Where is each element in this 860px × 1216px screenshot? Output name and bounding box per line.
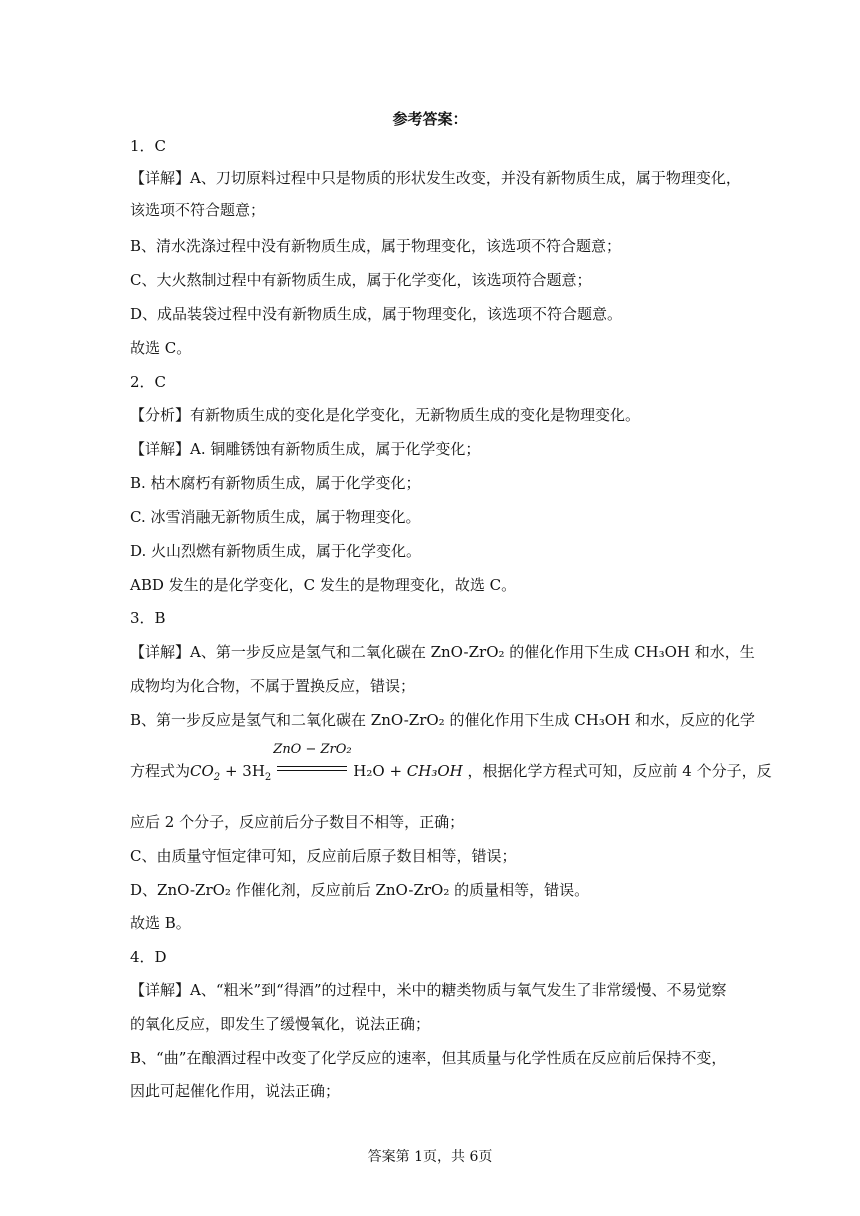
answer-line: D、ZnO-ZrO₂ 作催化剂，反应前后 ZnO-ZrO₂ 的质量相等，错误。 — [130, 881, 590, 899]
equation-plus: + — [384, 762, 407, 780]
answer-line: 【分析】有新物质生成的变化是化学变化，无新物质生成的变化是物理变化。 — [130, 406, 641, 424]
answer-line: 故选 B。 — [130, 914, 191, 932]
page-title: 参考答案： — [392, 110, 468, 128]
catalyst-condition: ZnO − ZrO₂ — [273, 742, 352, 757]
answer-line: 1．C — [130, 137, 167, 155]
answer-line: 2．C — [130, 373, 167, 391]
answer-line: 4．D — [130, 948, 167, 966]
equation-reactant-h2: + $3H_2$ — [220, 762, 272, 783]
answer-line: C、由质量守恒定律可知，反应前后原子数目相等，错误； — [130, 847, 517, 865]
chemical-equation — [130, 742, 772, 783]
answer-line: D. 火山烈燃有新物质生成，属于化学变化。 — [130, 542, 422, 560]
answer-line: 故选 C。 — [130, 339, 192, 357]
answer-line: B、清水洗涤过程中没有新物质生成，属于物理变化，该选项不符合题意； — [130, 237, 622, 255]
answer-line: 【详解】A. 铜雕锈蚀有新物质生成，属于化学变化； — [130, 440, 481, 458]
answer-line: C. 冰雪消融无新物质生成，属于物理变化。 — [130, 508, 421, 526]
reaction-arrow — [273, 742, 352, 780]
answer-line: 成物均为化合物，不属于置换反应，错误； — [130, 677, 416, 695]
answer-line: B、“曲”在酿酒过程中改变了化学反应的速率，但其质量与化学性质在反应前后保持不变， — [130, 1049, 727, 1067]
equation-product-h2o: H₂O — [353, 762, 385, 780]
answer-line: 该选项不符合题意； — [130, 201, 266, 219]
answer-line: 应后 2 个分子，反应前后分子数目不相等，正确； — [130, 813, 465, 831]
answer-line: 【详解】A、第一步反应是氢气和二氧化碳在 ZnO-ZrO₂ 的催化作用下生成 CH₃OH 和水，生 — [130, 643, 755, 661]
equation-product-ch3oh: CH₃OH — [406, 762, 463, 780]
answer-line: D、成品装袋过程中没有新物质生成，属于物理变化，该选项不符合题意。 — [130, 305, 623, 323]
answer-line: 因此可起催化作用，说法正确； — [130, 1082, 341, 1100]
answer-line: 【详解】A、“粗米”到“得酒”的过程中，米中的糖类物质与氧气发生了非常缓慢、不易觉察 — [130, 981, 727, 999]
equation-reactant-co2: $CO_2$ — [190, 762, 221, 783]
answer-line: B. 枯木腐朽有新物质生成，属于化学变化； — [130, 474, 421, 492]
equation-suffix: ，根据化学方程式可知，反应前 4 个分子，反 — [462, 762, 772, 780]
answer-line: ABD 发生的是化学变化，C 发生的是物理变化，故选 C。 — [130, 576, 517, 594]
equation-prefix: 方程式为 — [130, 762, 191, 780]
answer-line: 3．B — [130, 609, 166, 627]
page-footer: 答案第 1页，共 6页 — [367, 1149, 493, 1165]
answer-line: 的氧化反应，即发生了缓慢氧化，说法正确； — [130, 1015, 431, 1033]
answer-line: B、第一步反应是氢气和二氧化碳在 ZnO-ZrO₂ 的催化作用下生成 CH₃OH 和水，反应的化学 — [130, 711, 755, 729]
answer-line: 【详解】A、刀切原料过程中只是物质的形状发生改变，并没有新物质生成，属于物理变化， — [130, 169, 741, 187]
answer-line: C、大火熬制过程中有新物质生成，属于化学变化，该选项符合题意； — [130, 271, 592, 289]
